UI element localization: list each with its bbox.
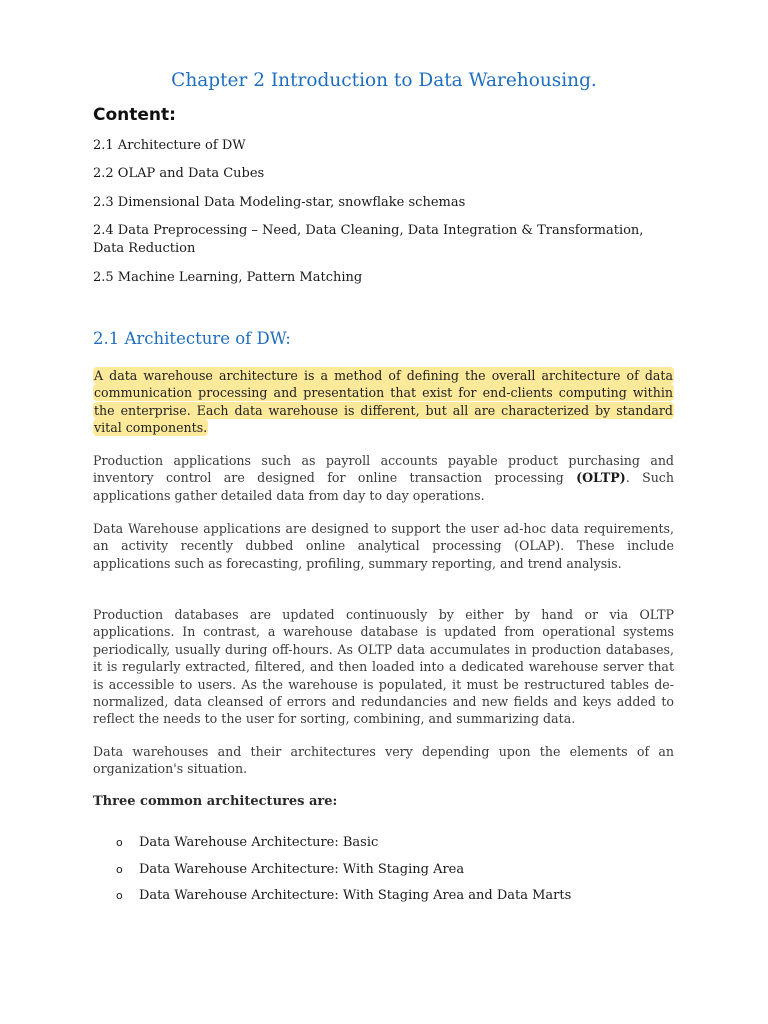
toc-item-4: 2.4 Data Preprocessing – Need, Data Cleaning, Data Integration & Transformation, Data Reduction xyxy=(93,223,644,256)
content-heading: Content: xyxy=(93,105,176,125)
list-heading: Three common architectures are: xyxy=(93,794,338,809)
highlighted-text: A data warehouse architecture is a method of defining the overall architecture of data communication processing and presentation that exist for end-clients computing within the enterprise. Each data warehouse is different, but all are characterized by standard vital components. xyxy=(94,368,673,436)
list-item: o Data Warehouse Architecture: With Staging Area and Data Marts xyxy=(116,888,572,904)
toc-item-2: 2.2 OLAP and Data Cubes xyxy=(93,166,265,181)
paragraph-olap: Data Warehouse applications are designed to support the user ad-hoc data requirements, an activity recently dubbed online analytical processing (OLAP). These include applications such as forecasting, profiling, summary reporting, and trend analysis. xyxy=(93,521,674,571)
bullet-icon: o xyxy=(116,889,123,903)
highlighted-paragraph xyxy=(93,367,674,437)
list-item: o Data Warehouse Architecture: Basic xyxy=(116,835,379,850)
toc-item-3: 2.3 Dimensional Data Modeling-star, snowflake schemas xyxy=(93,195,466,210)
bullet-icon: o xyxy=(116,862,123,876)
chapter-title: Chapter 2 Introduction to Data Warehousing. xyxy=(171,70,597,91)
toc-item-5: 2.5 Machine Learning, Pattern Matching xyxy=(93,270,363,285)
bullet-icon: o xyxy=(116,836,123,849)
architecture-list xyxy=(116,834,676,914)
paragraph-production-databases: Production databases are updated continuously by either by hand or via OLTP applications. In contrast, a warehouse database is updated from operational systems periodically, usually during off-hours. As OLTP data accumulates in production databases, it is regularly extracted, filtered, and then loaded into a dedicated warehouse server that is accessible to users. As the warehouse is populated, it must be restructured tables de-normalized, data cleansed of errors and redundancies and new fields and keys added to reflect the needs to the user for sorting, combining, and summarizing data. xyxy=(93,607,674,727)
toc-item-1: 2.1 Architecture of DW xyxy=(93,138,246,153)
oltp-bold: (OLTP) xyxy=(576,470,626,486)
paragraph-oltp: Production applications such as payroll accounts payable product purchasing and inventory control are designed for online transaction processing (OLTP). Such applications gather detailed data from day to day operations. xyxy=(93,453,674,503)
section-heading: 2.1 Architecture of DW: xyxy=(93,329,291,348)
list-item: o Data Warehouse Architecture: With Staging Area xyxy=(116,861,465,877)
paragraph-architectures: Data warehouses and their architectures very depending upon the elements of an organization's situation. xyxy=(93,744,674,777)
